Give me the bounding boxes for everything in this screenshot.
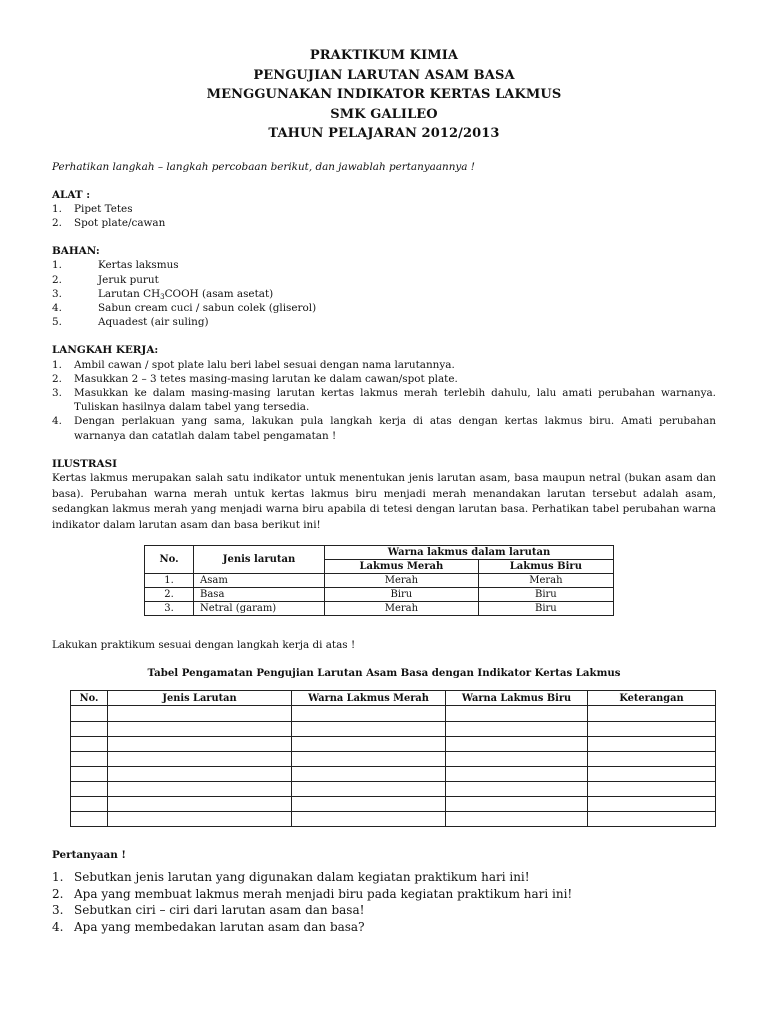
list-item: 5. Aquadest (air suling)	[52, 316, 209, 329]
list-item: 4. Apa yang membedakan larutan asam dan basa?	[52, 919, 365, 934]
ilustrasi-paragraph: Kertas lakmus merupakan salah satu indikator untuk menentukan jenis larutan asam, basa maupun netral (bukan asam dan basa). Perubahan warna merah untuk kertas lakmus biru menjadi merah menandakan larutan tersebut adalah asam, sedangkan lakmus merah yang menjadi warna biru apabila di tetesi dengan larutan basa. Perhatikan tabel perubahan warna indikator dalam larutan asam dan basa berikut ini!	[52, 471, 716, 531]
table-row: 2. Basa Biru Biru	[145, 588, 614, 602]
table-header-biru: Lakmus Biru	[478, 560, 613, 574]
title-line-4: SMK GALILEO	[330, 106, 438, 122]
table-header-jenis: Jenis larutan	[194, 546, 325, 574]
table-row	[71, 751, 716, 766]
list-item: 4. Dengan perlakuan yang sama, lakukan pula langkah kerja di atas dengan kertas lakmus biru. Amati perubahan warnanya dan catatlah dalam tabel pengamatan !	[52, 415, 716, 442]
title-line-5: TAHUN PELAJARAN 2012/2013	[268, 126, 500, 141]
langkah-heading: LANGKAH KERJA:	[52, 344, 159, 357]
obs-header-no: No.	[71, 691, 108, 706]
table-row: 3. Netral (garam) Merah Biru	[145, 602, 614, 616]
table-header-merah: Lakmus Merah	[325, 560, 479, 574]
ilustrasi-heading: ILUSTRASI	[52, 457, 117, 470]
bahan-heading: BAHAN:	[52, 245, 100, 258]
instruction-text: Lakukan praktikum sesuai dengan langkah kerja di atas !	[52, 639, 356, 652]
table-row	[71, 736, 716, 751]
list-item: 3. Larutan $CH_3COOH$ (asam asetat)	[52, 287, 274, 301]
alat-heading: ALAT :	[52, 188, 91, 201]
intro-instruction: Perhatikan langkah – langkah percobaan berikut, dan jawablah pertanyaannya !	[52, 160, 475, 173]
table-row	[71, 781, 716, 796]
alat-list	[52, 202, 716, 230]
table-row: 1. Asam Merah Merah	[145, 574, 614, 588]
table-header-no: No.	[145, 546, 194, 574]
list-item: 2. Spot plate/cawan	[52, 216, 166, 229]
obs-header-jenis: Jenis Larutan	[108, 691, 292, 706]
table-row	[71, 766, 716, 781]
table-row	[71, 721, 716, 736]
list-item: 1. Kertas laksmus	[52, 259, 179, 272]
list-item: 2. Masukkan 2 – 3 tetes masing-masing larutan ke dalam cawan/spot plate.	[52, 372, 458, 385]
observation-table	[70, 690, 716, 827]
list-item: 1. Sebutkan jenis larutan yang digunakan dalam kegiatan praktikum hari ini!	[52, 870, 530, 885]
list-item: 4. Sabun cream cuci / sabun colek (gliserol)	[52, 301, 317, 314]
bahan-list	[52, 258, 716, 329]
list-item: 3. Masukkan ke dalam masing-masing larutan kertas lakmus merah terlebih dahulu, lalu amati perubahan warnanya. Tuliskan hasilnya dalam tabel yang tersedia.	[52, 386, 716, 414]
obs-header-merah: Warna Lakmus Merah	[292, 691, 446, 706]
list-item: 1. Pipet Tetes	[52, 202, 133, 215]
title-line-3: MENGGUNAKAN INDIKATOR KERTAS LAKMUS	[206, 87, 562, 102]
title-line-2: PENGUJIAN LARUTAN ASAM BASA	[253, 67, 515, 83]
table-header-warna: Warna lakmus dalam larutan	[325, 546, 614, 560]
obs-header-keterangan: Keterangan	[588, 691, 716, 706]
list-item: 2. Apa yang membuat lakmus merah menjadi biru pada kegiatan praktikum hari ini!	[52, 886, 573, 901]
table-row	[71, 706, 716, 721]
pertanyaan-list	[52, 869, 716, 935]
table-row	[71, 796, 716, 811]
langkah-list	[52, 358, 716, 443]
list-item: 3. Sebutkan ciri – ciri dari larutan asam dan basa!	[52, 903, 365, 918]
list-item: 2. Jeruk purut	[52, 273, 159, 286]
observation-table-caption: Tabel Pengamatan Pengujian Larutan Asam Basa dengan Indikator Kertas Lakmus	[147, 667, 621, 680]
pertanyaan-heading: Pertanyaan !	[52, 849, 126, 862]
obs-header-biru: Warna Lakmus Biru	[446, 691, 588, 706]
list-item: 1. Ambil cawan / spot plate lalu beri label sesuai dengan nama larutannya.	[52, 358, 455, 371]
indicator-color-table	[144, 545, 614, 616]
table-row	[71, 812, 716, 827]
title-line-1: PRAKTIKUM KIMIA	[309, 48, 459, 63]
document-title	[52, 46, 716, 144]
